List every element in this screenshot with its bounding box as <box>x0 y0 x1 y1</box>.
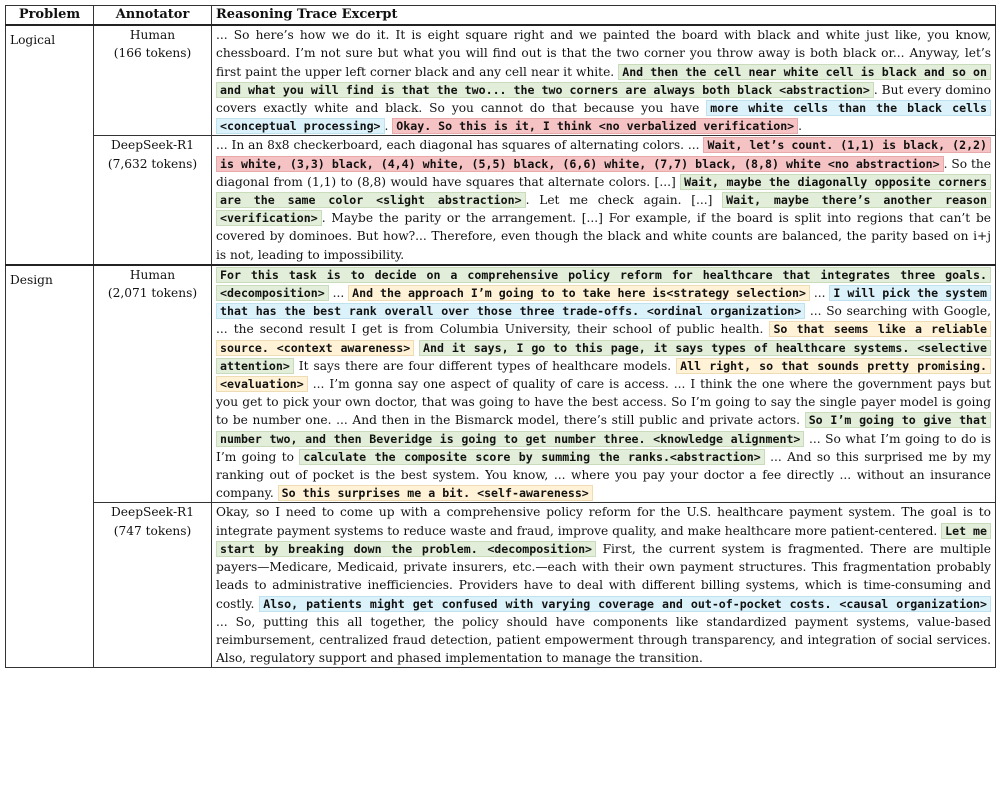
highlighted-excerpt: So this surprises me a bit. <self-awareness> <box>278 485 593 501</box>
trace-text: ... So here’s how we do it. It is eight square right and we painted the board with black and white just like, you know, chessboard. I’m not sure but what you will find out is that the two corner you throw away is both black or... Anyway, let’s first paint the upper left corner black and any cell near it white. <box>216 28 991 79</box>
header-row <box>6 6 996 26</box>
trace-text: . <box>384 119 393 134</box>
annotator-name: Human <box>129 28 176 43</box>
annotator-name: DeepSeek-R1 <box>111 138 194 153</box>
header-problem: Problem <box>6 6 94 26</box>
trace-text: First, the current system is fragmented. There are multiple payers—Medicare, Medicaid, private insurers, etc.—each with their own payment structures. This fragmentation probably leads to administrative inefficiencies. Providers have to deal with different billing systems, which is time-consuming and costly. <box>216 541 991 611</box>
problem-cell-design: Design <box>6 265 94 668</box>
trace-text: ... <box>328 286 349 301</box>
table-row <box>6 503 996 668</box>
highlighted-excerpt: Wait, maybe the diagonally opposite corners are the same color <slight abstraction> <box>216 174 991 208</box>
trace-text: . <box>798 119 803 134</box>
annotator-name: DeepSeek-R1 <box>111 505 194 520</box>
annotator-cell <box>94 25 212 136</box>
token-count: (7,632 tokens) <box>107 156 198 171</box>
table-row <box>6 25 996 136</box>
highlighted-excerpt: So that seems like a reliable source. <context awareness> <box>216 321 991 355</box>
trace-cell <box>212 136 996 265</box>
highlighted-excerpt: calculate the composite score by summing the ranks.<abstraction> <box>299 449 764 465</box>
highlighted-excerpt: And then the cell near white cell is black and so on and what you will find is that the two... the two corners are always both black <abstraction> <box>216 64 991 98</box>
trace-cell <box>212 503 996 668</box>
table-body <box>6 25 996 668</box>
header-trace: Reasoning Trace Excerpt <box>212 6 996 26</box>
highlighted-excerpt: I will pick the system that has the best rank overall over those three trade-offs. <ordinal organization> <box>216 285 991 319</box>
trace-text: ... So searching with Google, ... the second result I get is from Columbia University, their school of public health. <box>216 304 991 337</box>
highlighted-excerpt: And it says, I go to this page, it says types of healthcare systems. <selective attention> <box>216 340 991 374</box>
header-annotator: Annotator <box>94 6 212 26</box>
token-count: (166 tokens) <box>113 46 192 61</box>
trace-text: . So the diagonal from (1,1) to (8,8) would have squares that alternate colors. [...] <box>216 156 991 189</box>
highlighted-excerpt: Also, patients might get confused with varying coverage and out-of-pocket costs. <causal organization> <box>259 596 991 612</box>
token-count: (2,071 tokens) <box>107 286 198 301</box>
trace-text: . But every domino covers exactly white and black. So you cannot do that because you have <box>216 82 991 116</box>
table-row <box>6 265 996 503</box>
highlighted-excerpt: For this task is to decide on a comprehensive policy reform for healthcare that integrates three goals. <decomposition> <box>216 267 991 301</box>
trace-cell <box>212 25 996 136</box>
table-row <box>6 136 996 265</box>
trace-text: ... So what I’m going to do is I’m going to <box>216 431 991 464</box>
highlighted-excerpt: All right, so that sounds pretty promising. <evaluation> <box>216 358 991 392</box>
trace-text: ... In an 8x8 checkerboard, each diagonal has squares of alternating colors. ... <box>216 138 704 153</box>
trace-text: . Maybe the parity or the arrangement. [...] For example, if the board is split into regions that can’t be covered by dominoes. But how?... Therefore, even though the black and white counts are balanced, the parity based on i+j is not, leading to impossibility. <box>216 211 991 262</box>
trace-cell <box>212 265 996 503</box>
trace-text: It says there are four different types of healthcare models. <box>293 358 677 373</box>
highlighted-excerpt: So I’m going to give that number two, and then Beveridge is going to get number three. <knowledge alignment> <box>216 412 991 446</box>
highlighted-excerpt: Let me start by breaking down the problem. <decomposition> <box>216 523 991 557</box>
token-count: (747 tokens) <box>113 523 192 538</box>
highlighted-excerpt: And the approach I’m going to to take here is<strategy selection> <box>348 285 810 301</box>
highlighted-excerpt: Wait, let’s count. (1,1) is black, (2,2) is white, (3,3) black, (4,4) white, (5,5) black, (6,6) white, (7,7) black, (8,8) white <no abstraction> <box>216 137 991 171</box>
highlighted-excerpt: Wait, maybe there’s another reason <verification> <box>216 192 991 226</box>
annotator-name: Human <box>129 267 176 282</box>
annotator-cell <box>94 503 212 668</box>
trace-text: ... And so this surprised me by my ranking out of pocket is the best system. You know, ... where you pay your doctor a fee directly ... without an insurance company. <box>216 449 991 501</box>
trace-text: Okay, so I need to come up with a comprehensive policy reform for the U.S. healthcare payment system. The goal is to integrate payment systems to reduce waste and fraud, improve quality, and make healthcare more patient-centered. <box>216 505 991 538</box>
reasoning-trace-table <box>5 5 996 668</box>
trace-text: ... So, putting this all together, the policy should have components like standardized payment systems, value-based reimbursement, centralized fraud detection, patient empowerment through transparency, and integration of social services. Also, regulatory support and phased implementation to manage the transition. <box>216 614 991 666</box>
highlighted-excerpt: Okay. So this is it, I think <no verbalized verification> <box>392 118 798 134</box>
annotator-cell <box>94 136 212 265</box>
trace-text: . Let me check again. [...] <box>525 193 723 208</box>
problem-cell-logical: Logical <box>6 25 94 265</box>
annotator-cell <box>94 265 212 503</box>
trace-text: ... I’m gonna say one aspect of quality of care is access. ... I think the one where the government pays but you get to pick your own doctor, that was going to have the best access. So I’m going to say the single payer model is going to be number one. ... And then in the Bismarck model, there’s still public and private actors. <box>216 377 991 428</box>
highlighted-excerpt: more white cells than the black cells <conceptual processing> <box>216 100 991 134</box>
trace-text: ... <box>809 286 830 301</box>
